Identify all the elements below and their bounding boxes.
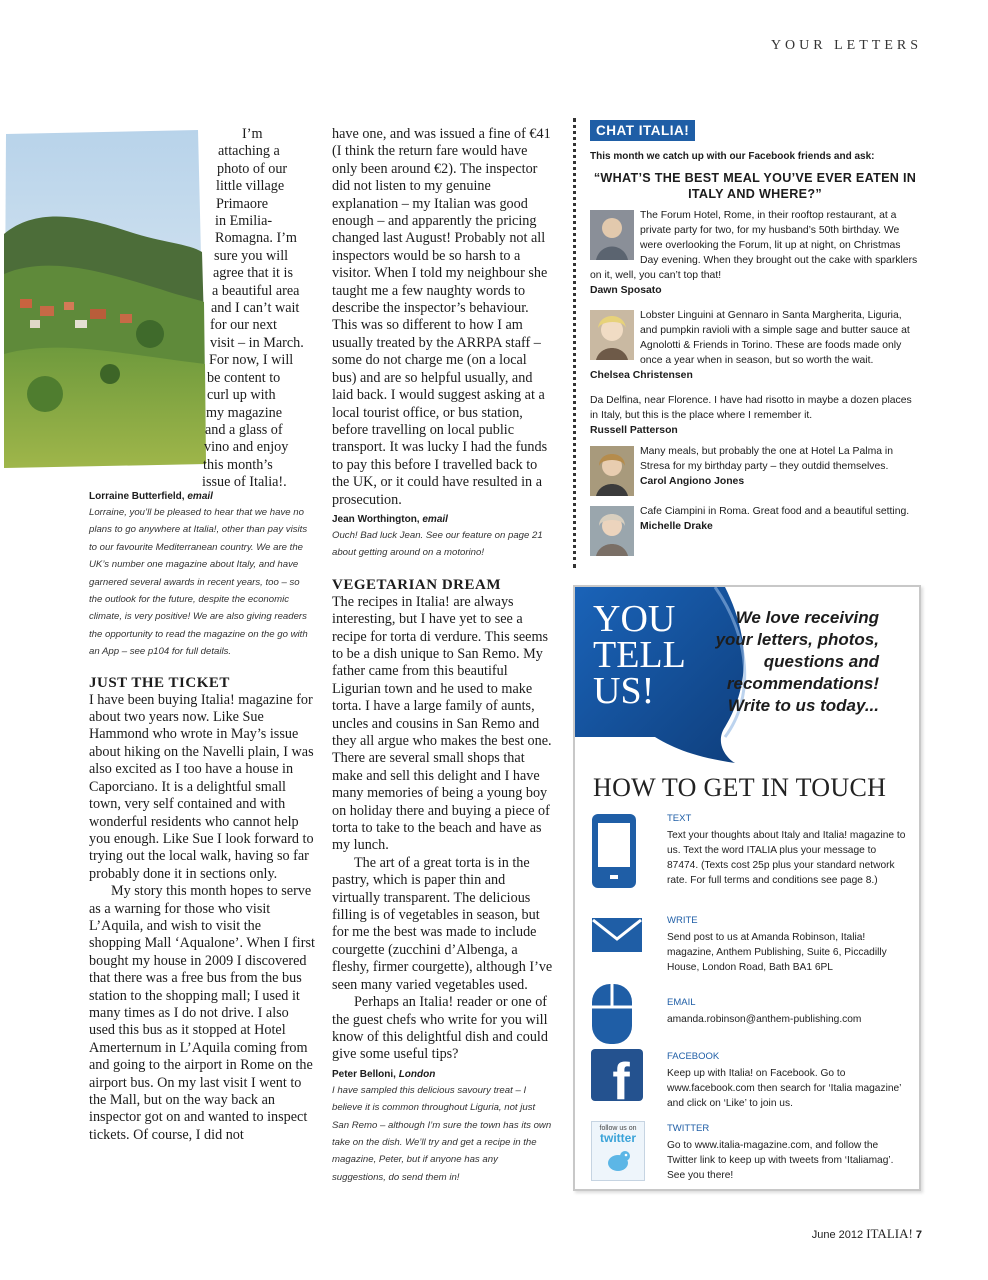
letter1-line: in Emilia- — [215, 213, 273, 230]
letter1-line: I’m — [242, 126, 263, 142]
page-footer — [812, 1226, 922, 1242]
chat-entry-name: Michelle Drake — [640, 521, 713, 532]
letter3-paragraph-2: The art of a great torta is in the pastry, which is paper thin and virtually transparent. The delicious filling is of vegetables in season, but for me the best was made to include courgette (zucchini d’Albenga, a fleshy, firmer courgette), although I’ve seen many varied vegetables used. — [332, 854, 553, 993]
letter3-reply: I have sampled this delicious savoury treat – I believe it is common throughout Liguria, not just San Remo – although I’m sure the town has its own take on the dish. We’ll try and get a recipe in the magazine, Peter, but if anyone has any suggestions, do send them in! — [332, 1084, 552, 1183]
chat-badge: CHAT ITALIA! — [590, 120, 695, 141]
letter3-paragraph-3: Perhaps an Italia! reader or one of the guest chefs who write for you will know of this delightful dish and could give some useful tips? — [332, 994, 548, 1063]
letter1-line: and I can’t wait — [211, 300, 300, 317]
contact-box — [573, 585, 921, 1191]
chat-italia-panel — [590, 120, 920, 556]
letter1-line: Romagna. I’m — [215, 230, 297, 247]
you-tell-us-line: TELL — [593, 634, 686, 676]
chat-entry-name: Dawn Sposato — [590, 285, 662, 296]
contact-write — [667, 913, 907, 975]
chat-entry-text: Lobster Linguini at Gennaro in Santa Margherita, Liguria, and pumpkin ravioli with a simple sage and butter sauce at Agnolotti & Friends in Torino. These are foods made only once a year when in season, but so worth the wait. — [640, 310, 910, 366]
letter2-heading: JUST THE TICKET — [89, 674, 230, 691]
chat-entry-name: Chelsea Christensen — [590, 370, 693, 381]
contact-email-label: EMAIL — [667, 997, 696, 1008]
letter2-paragraph-3: have one, and was issued a fine of €41 (I think the return fare would have only been around €2). The inspector did not listen to my genuine explanation – my Italian was good enough – and apparently the pricing changed last August! Probably not all inspectors would be so harsh to a visitor. When I told my neighbour she taught me a few naughty words to describe the inspector’s behaviour. This was so different to how I am usually treated by the ARRPA staff – some do not charge me (on a local bus) and are so helpful usually, and laid back. I would suggest asking at a local tourist office, or bus station, before travelling on local public transport. It was lucky I had the funds to pay this before I travelled back to the UK, or it could have resulted in a prosecution. — [332, 126, 551, 508]
letter1-line: vino and enjoy — [204, 439, 289, 456]
letter2-paragraph-1: I have been buying Italia! magazine for about two years now. Like Sue Hammond who wrote in May’s issue about hiking on the Navelli plain, I was also excited as I too have a house in Caporciano. It is a delightful small town, very self contained and with wonderful residents who cannot help you enough. Like Sue I look forward to trying out the local walk, having so far probably done it in sections only. — [89, 691, 314, 882]
village-photo — [0, 124, 212, 476]
letter2-source: email — [422, 513, 448, 525]
twitter-bird-icon — [603, 1148, 633, 1174]
contact-email-address[interactable]: amanda.robinson@anthem-publishing.com — [667, 1014, 862, 1025]
chat-entry — [590, 504, 920, 556]
you-tell-us-line: YOU — [593, 598, 676, 640]
letter1-author: Lorraine Butterfield, — [89, 491, 185, 502]
contact-facebook-label: FACEBOOK — [667, 1051, 720, 1062]
letter2-paragraph-2: My story this month hopes to serve as a warning for those who visit L’Aquila, and wish to visit the shopping Mall ‘Aqualone’. When I first bought my house in 2009 I discovered that there was a free bus from the bus station to the shopping mall; I used it many times as I do not drive. I also used this bus as it stopped at Hotel Amerternum in L’Aquila coming from and going to the airport in Rome on the airport bus. On my last visit I went to the Mall, but on the way back an inspector got on and wanted to inspect tickets. Of course, I did not — [89, 883, 315, 1143]
chat-question: “WHAT’S THE BEST MEAL YOU’VE EVER EATEN IN ITALY AND WHERE?” — [593, 171, 917, 201]
chat-entry — [590, 208, 920, 298]
letter3-author: Peter Belloni, — [332, 1068, 396, 1080]
contact-facebook-body: Keep up with Italia! on Facebook. Go to www.facebook.com then search for ‘Italia magazine’ and click on ‘Like’ to join us. — [667, 1068, 902, 1109]
chat-entry-text: The Forum Hotel, Rome, in their rooftop restaurant, at a private party for two, for my husband’s 50th birthday. We were overlooking the Forum, lit up at night, on Christmas Day evening. When they brought out the cake with sparklers on it, well, you can’t top that! — [590, 210, 918, 281]
get-in-touch-title: HOW TO GET IN TOUCH — [593, 773, 887, 802]
you-tell-us-line: US! — [593, 670, 655, 712]
letter1-line: sure you will — [214, 247, 289, 264]
letter1-line: visit – in March. — [210, 334, 304, 351]
facebook-icon[interactable] — [591, 1049, 643, 1101]
twitter-badge[interactable] — [591, 1121, 645, 1181]
letter3-signature — [332, 1068, 554, 1082]
dotted-divider — [573, 118, 576, 568]
contact-text-body: Text your thoughts about Italy and Italia! magazine to us. Text the word ITALIA plus your message to 87474. (Texts cost 25p plus your standard network rate. For full terms and conditions see page 8.) — [667, 830, 906, 886]
chat-entry — [590, 393, 920, 438]
letter1-source: email — [187, 491, 213, 502]
chat-intro: This month we catch up with our Facebook friends and ask: — [590, 151, 875, 162]
envelope-icon — [591, 917, 643, 953]
page-number: 7 — [915, 1229, 922, 1241]
letter2-author: Jean Worthington, — [332, 513, 420, 525]
letter1-reply: Lorraine, you’ll be pleased to hear that we have no plans to go anywhere at Italia!, other than pay visits to our favourite Mediterranean country. We are the UK’s number one magazine about Italy, and have garnered several awards in recent years, too – so the outlook for the future, despite the economic climate, is very positive! We are also giving readers the opportunity to read the magazine on the go with an App – see p104 for full details. — [89, 507, 308, 658]
contact-email — [667, 995, 907, 1027]
contact-tagline: We love receiving your letters, photos, questions and recommendations! Write to us today... — [715, 608, 879, 715]
letter1-line: and a glass of — [205, 421, 283, 438]
letter1-line: photo of our — [217, 160, 288, 177]
letter1-line: curl up with — [207, 387, 276, 404]
chat-entry-text: Da Delfina, near Florence. I have had risotto in maybe a dozen places in Italy, but this is the place where I remember it. — [590, 395, 912, 421]
chat-entry-text: Cafe Ciampini in Roma. Great food and a beautiful setting. — [640, 506, 910, 517]
contact-twitter-label: TWITTER — [667, 1123, 710, 1134]
avatar — [590, 210, 634, 260]
avatar — [590, 310, 634, 360]
chat-entry-name: Carol Angiono Jones — [640, 476, 745, 487]
contact-text — [667, 811, 907, 888]
letter1-line: for our next — [210, 317, 277, 334]
twitter-badge-caption: follow us on — [599, 1125, 637, 1132]
letter1-body — [199, 126, 329, 492]
letter1-line: my magazine — [206, 404, 283, 421]
letter1-line: little village — [216, 178, 285, 195]
contact-twitter-body: Go to www.italia-magazine.com, and follow the Twitter link to keep up with tweets from ‘Italiamag’. See you there! — [667, 1140, 894, 1181]
letter2-reply: Ouch! Bad luck Jean. See our feature on page 21 about getting around on a motorino! — [332, 529, 543, 559]
chat-entry-text: Many meals, but probably the one at Hotel La Palma in Stresa for my birthday party – they outdid themselves. — [640, 446, 893, 472]
footer-date: June 2012 — [811, 1229, 864, 1241]
letter3-source: London — [398, 1068, 436, 1080]
contact-twitter — [667, 1121, 907, 1183]
twitter-badge-wordmark: twitter — [600, 1131, 636, 1145]
letter1-signature — [89, 490, 315, 504]
contact-write-body: Send post to us at Amanda Robinson, Italia! magazine, Anthem Publishing, Suite 6, Piccadilly House, London Road, Bath BA1 6PL — [667, 932, 887, 973]
letter1-line: Primaore — [216, 195, 269, 212]
chat-entry — [590, 444, 920, 496]
letter1-line: issue of Italia!. — [202, 474, 287, 491]
letter2-signature — [332, 513, 554, 527]
chat-entry-name: Russell Patterson — [590, 425, 678, 436]
contact-text-label: TEXT — [667, 813, 692, 824]
contact-facebook — [667, 1049, 907, 1111]
letter1-line: agree that it is — [213, 265, 293, 282]
you-tell-us-title — [593, 598, 686, 712]
letter1-line: be content to — [207, 369, 281, 386]
column-1 — [89, 490, 315, 1144]
mouse-icon — [591, 983, 633, 1045]
letter1-line: a beautiful area — [212, 282, 300, 299]
mobile-phone-icon — [591, 813, 637, 889]
chat-entry — [590, 308, 920, 383]
letter1-line: this month’s — [203, 456, 273, 473]
letter3-heading: VEGETARIAN DREAM — [332, 576, 501, 593]
avatar — [590, 506, 634, 556]
section-label: YOUR LETTERS — [770, 38, 922, 53]
avatar — [590, 446, 634, 496]
contact-write-label: WRITE — [667, 915, 698, 926]
letter3-paragraph-1: The recipes in Italia! are always interesting, but I have yet to see a recipe for torta di verdure. This seems to be a dish unique to San Remo. My father came from this beautiful Ligurian town and he used to make torta. I have a large family of aunts, uncles and cousins in San Remo and they all argue who makes the best one. There are several small shops that make and sell this delight and I have many memories of being a young boy on holiday there and buying a piece of torta to take to the beach and have as my lunch. — [332, 593, 552, 854]
column-2 — [332, 126, 554, 1186]
letter1-line: attaching a — [218, 143, 280, 160]
letter1-line: For now, I will — [209, 352, 294, 369]
you-tell-us-banner — [575, 587, 919, 763]
footer-magazine: ITALIA! — [866, 1226, 913, 1241]
svg-text:f: f — [612, 1053, 630, 1101]
